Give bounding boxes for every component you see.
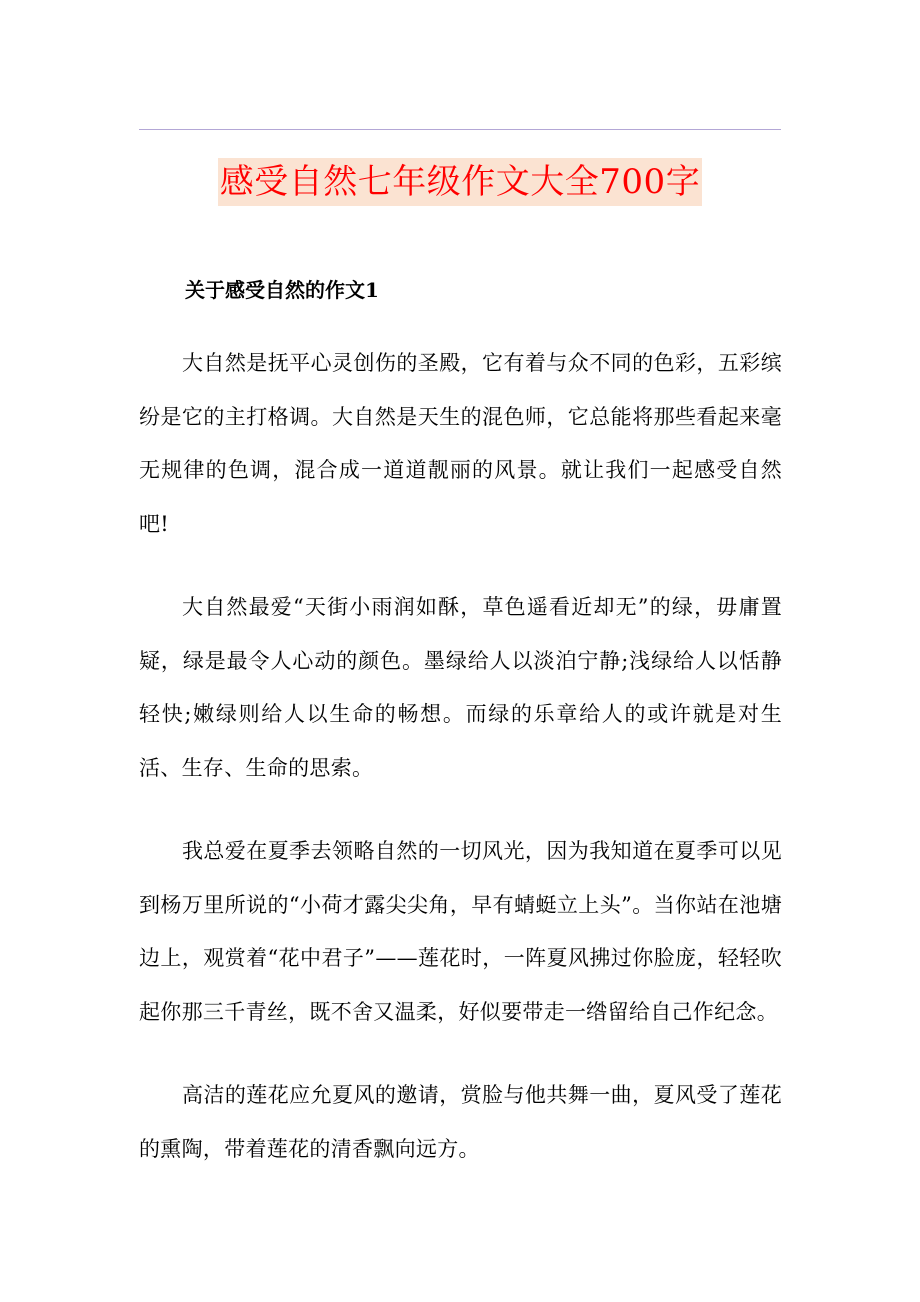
paragraph: 大自然最爱“天街小雨润如酥，草色遥看近却无”的绿，毋庸置疑，绿是最令人心动的颜色。墨绿给人以淡泊宁静;浅绿给人以恬静轻快;嫩绿则给人以生命的畅想。而绿的乐章给人的或许就是对生活、生存、生命的思索。 [139,595,782,780]
header-rule [139,129,781,130]
document-title: 感受自然七年级作文大全700字 [218,158,702,206]
document-body [139,272,782,1176]
title-container [0,158,920,206]
paragraph: 我总爱在夏季去领略自然的一切风光，因为我知道在夏季可以见到杨万里所说的“小荷才露尖尖角，早有蜻蜓立上头”。当你站在池塘边上，观赏着“花中君子”——莲花时，一阵夏风拂过你脸庞，轻轻吹起你那三千青丝，既不舍又温柔，好似要带走一绺留给自己作纪念。 [139,839,782,1024]
paragraph: 大自然是抚平心灵创伤的圣殿，它有着与众不同的色彩，五彩缤纷是它的主打格调。大自然是天生的混色师，它总能将那些看起来毫无规律的色调，混合成一道道靓丽的风景。就让我们一起感受自然吧! [139,351,782,536]
paragraph: 高洁的莲花应允夏风的邀请，赏脸与他共舞一曲，夏风受了莲花的熏陶，带着莲花的清香飘向远方。 [139,1083,782,1161]
section-heading: 关于感受自然的作文1 [185,278,379,302]
